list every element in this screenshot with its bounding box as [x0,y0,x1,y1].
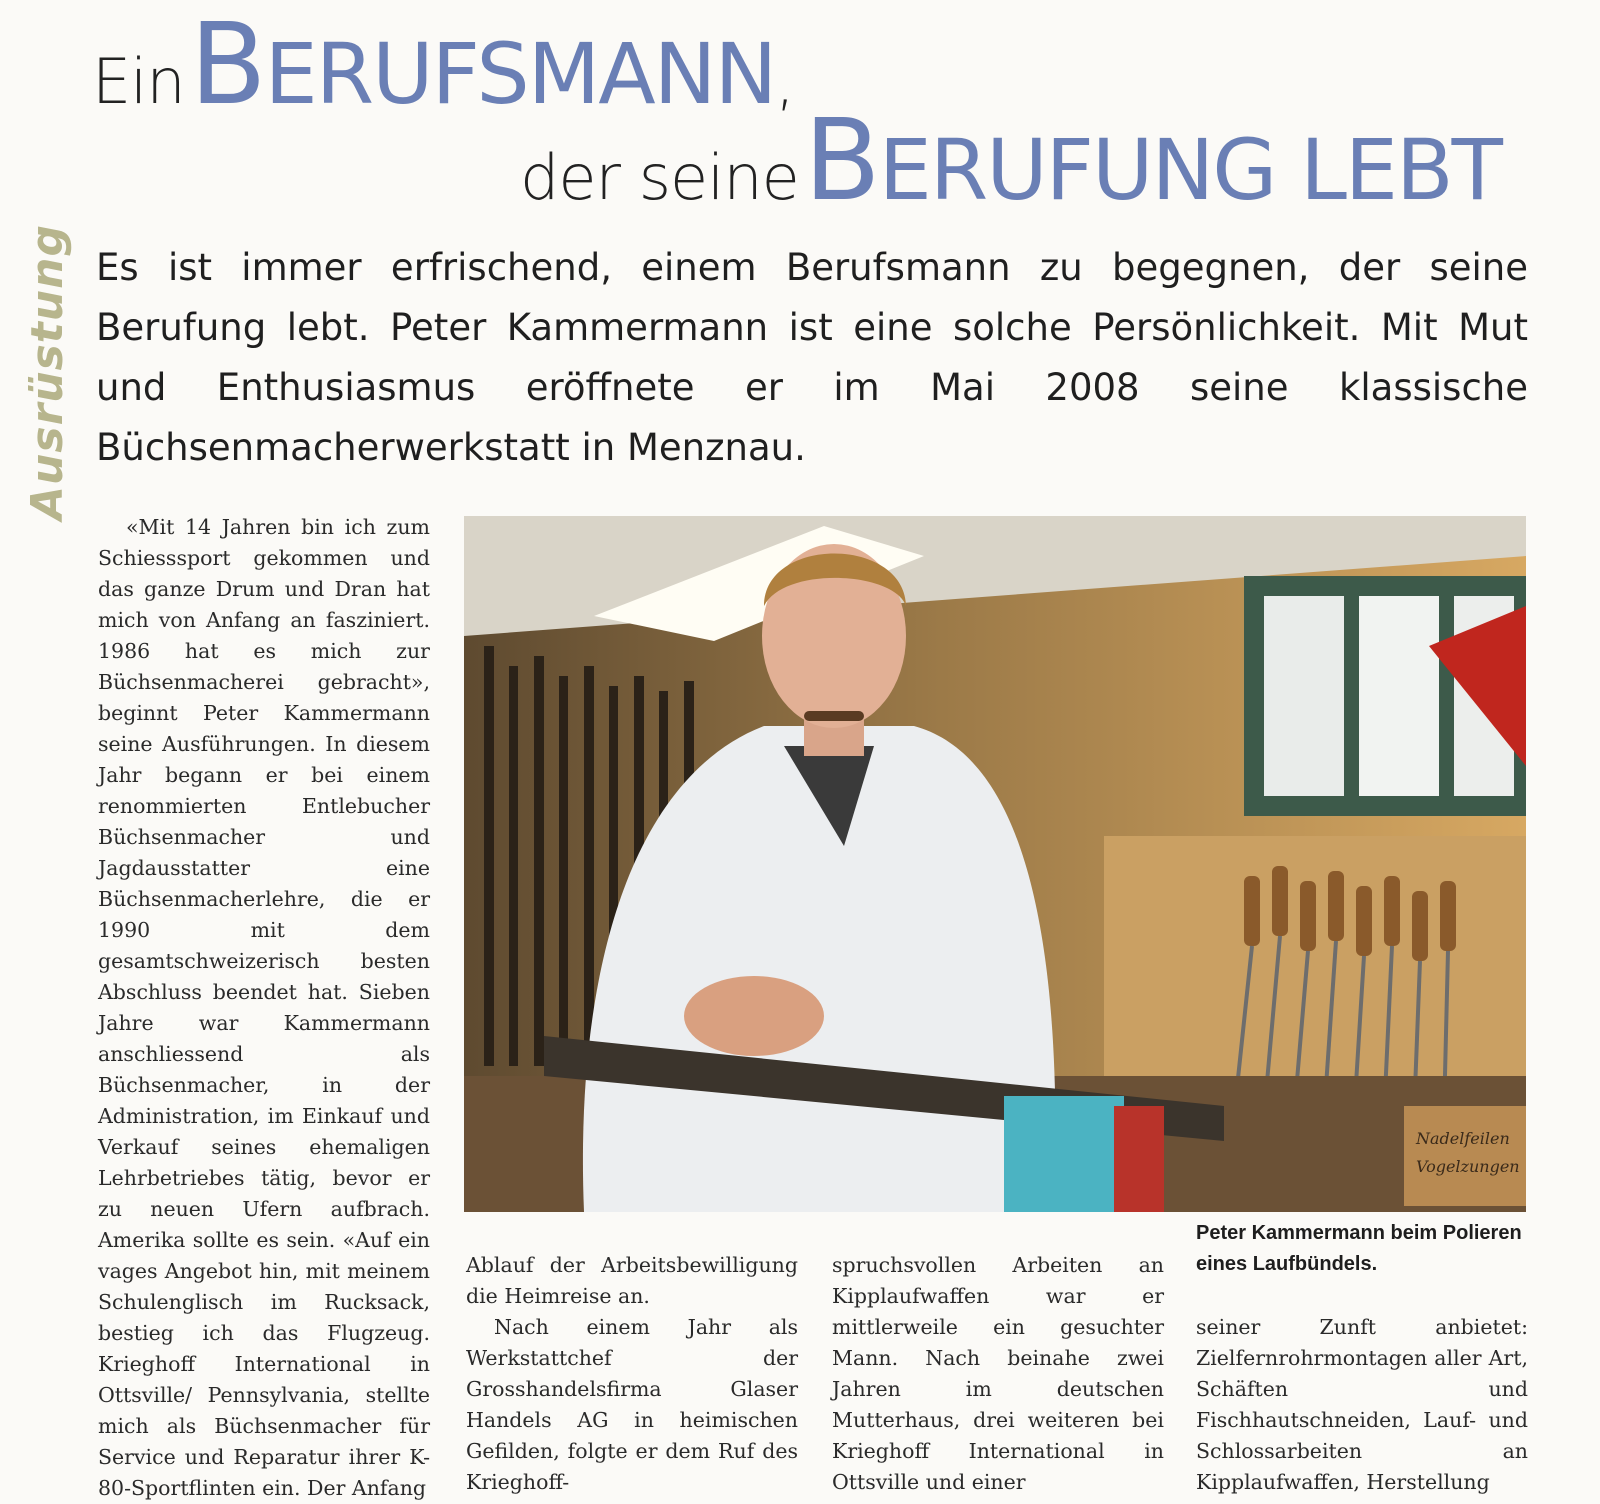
body-column-3 [832,1250,1164,1498]
headline-initial-2: B [803,96,879,226]
body-column-2 [466,1250,798,1498]
box-label-1: Nadelfeilen [1416,1129,1510,1148]
vise-jaw [1114,1106,1164,1212]
section-label: Ausrüstung [22,224,73,520]
window-pane [1359,596,1439,796]
body-column-4 [1196,1312,1528,1498]
body-text: Ablauf der Arbeitsbewilligung die Heimreise an. [466,1253,798,1308]
photo-caption: Peter Kammermann beim Polieren eines Laufbündels. [1196,1222,1522,1275]
body-text: spruchsvollen Arbeiten an Kipplaufwaffen war er mittlerweile ein gesuchter Mann. Nach beinahe zwei Jahren im deutschen Mutterhaus, drei weiteren bei Krieghoff International in Ottsville und einer [832,1253,1164,1494]
window-pane [1264,596,1344,796]
workshop-photo-illustration [464,516,1526,1212]
body-column-1 [98,512,430,1504]
headline-prefix-2: der seine [520,141,799,214]
headline-accent-2 [804,96,1501,226]
cardboard-box [1404,1106,1526,1206]
person-hands [684,976,824,1056]
headline-prefix-1: Ein [92,45,185,118]
headline-rest-1: ERUFSMANN [264,25,776,123]
headline-line-2 [520,96,1501,226]
vise [1004,1096,1124,1212]
body-text: Nach einem Jahr als Werkstattchef der Grosshandelsfirma Glaser Handels AG in heimischen Gefilden, folgte er dem Ruf des Krieghoff- [466,1315,798,1494]
lead-paragraph: Es ist immer erfrischend, einem Berufsmann zu begegnen, der seine Berufung lebt. Peter Kammermann ist eine solche Persönlichkeit. Mit Mut und Enthusiasmus eröffnete er im Mai 2008 seine klassische Büchsenmacherwerkstatt in Menznau. [96,246,1528,469]
headline-rest-2: ERUFUNG LEBT [878,121,1501,219]
box-label-2: Vogelzungen [1416,1157,1520,1176]
headline-comma: , [775,45,795,118]
headline-initial-1: B [189,0,265,130]
person-moustache [804,711,864,721]
body-text: «Mit 14 Jahren bin ich zum Schiesssport gekommen und das ganze Drum und Dran hat mich von Anfang an fasziniert. 1986 hat es mich zur Büchsenmacherei gebracht», beginnt Peter Kammermann seine Ausführungen. In diesem Jahr begann er bei einem renommierten Entlebucher Büchsenmacher und Jagdausstatter eine Büchsenmacherlehre, die er 1990 mit dem gesamtschweizerisch besten Abschluss beendet hat. Sieben Jahre war Kammermann anschliessend als Büchsenmacher, in der Administration, im Einkauf und Verkauf seines ehemaligen Lehrbetriebes tätig, bevor er zu neuen Ufern aufbrach. Amerika sollte es sein. «Auf ein vages Angebot hin, mit meinem Schulenglisch im Rucksack, bestieg ich das Flugzeug. Krieghoff International in Ottsville/ Pennsylvania, stellte mich als Büchsenmacher für Service und Reparatur ihrer K-80-Sportflinten ein. Der Anfang [98,515,430,1500]
body-text: seiner Zunft anbietet: Zielfernrohrmontagen aller Art, Schäften und Fischhautschneiden, Lauf- und Schlossarbeiten an Kipplaufwaffen, Herstellung [1196,1315,1528,1494]
article-photo [464,516,1526,1212]
